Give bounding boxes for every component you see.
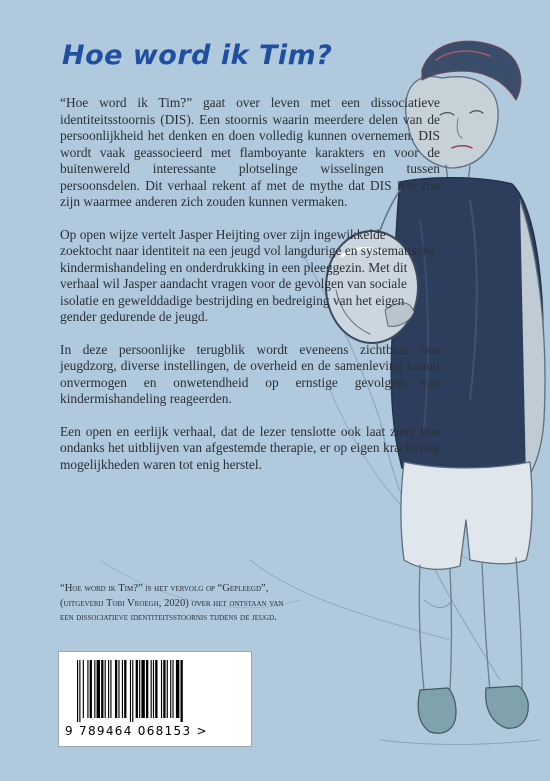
barcode-bar xyxy=(132,660,133,722)
isbn-barcode xyxy=(58,651,252,747)
book-description xyxy=(60,95,440,489)
barcode-bar xyxy=(118,660,119,718)
barcode-bar xyxy=(155,660,157,718)
barcode-bar xyxy=(139,660,140,718)
sequel-note-line: (uitgeverij Tobi Vroegh, 2020) over het ontstaan van xyxy=(60,597,284,609)
barcode-bar xyxy=(94,660,95,718)
barcode-bars xyxy=(75,660,235,722)
barcode-bar xyxy=(83,660,84,718)
description-paragraph: In deze persoonlijke terugblik wordt eveneens zichtbaar hoe jeugdzorg, diverse instellingen, de overheid en de samenleving vanuit onvermogen en onwetendheid op ernstige gevolgen van kindermishandeling reageerden. xyxy=(60,341,440,406)
barcode-bar xyxy=(176,660,179,718)
description-paragraph: Een open en eerlijk verhaal, dat de lezer tenslotte ook laat zien, hoe ondanks het uitblijven van afgestemde therapie, er op eigen kracht nog mogelijkheden waren tot enig herstel. xyxy=(60,423,440,472)
barcode-bar xyxy=(115,660,117,718)
barcode-bar xyxy=(101,660,103,718)
barcode-bar xyxy=(153,660,154,718)
barcode-bar xyxy=(108,660,109,718)
description-paragraph: Op open wijze vertelt Jasper Heijting over zijn ingewikkelde zoektocht naar identiteit na een jeugd vol langdurige en systematische kindermishandeling en onderdrukking in een pleeggezin. Met dit verhaal wil Jasper aandacht vragen voor de gevolgen van sociale isolatie en gewelddadige bestrijding en bedreiging van het eigen gender gedurende de jeugd. xyxy=(60,226,436,324)
description-paragraph: “Hoe word ik Tim?” gaat over leven met een dissociatieve identiteitsstoornis (DIS). Een stoornis waarin meerdere delen van de persoonlijkheid het denken en doen volledig kunnen overnemen. DIS wordt vaak geassocieerd met flamboyante karakters en voor de buitenwereld interessante plotselinge wisselingen tussen persoonsdelen. Dit verhaal rekent af met de mythe dat DIS iets zou zijn waarmee anderen zich zouden kunnen vermaken. xyxy=(60,95,440,209)
barcode-bar xyxy=(122,660,123,718)
barcode-bar xyxy=(110,660,111,718)
barcode-bar xyxy=(163,660,165,718)
sequel-note-line: een dissociatieve identiteitsstoornis tijdens de jeugd. xyxy=(60,612,277,623)
barcode-bar xyxy=(77,660,78,722)
barcode-bar xyxy=(105,660,106,718)
barcode-bar xyxy=(167,660,168,718)
barcode-bar xyxy=(181,660,183,722)
barcode-bar xyxy=(136,660,138,718)
barcode-bar xyxy=(87,660,88,718)
barcode-bar xyxy=(79,660,80,722)
isbn-digits: 9 789464 068153 > xyxy=(65,724,208,738)
sequel-note-line: “Hoe word ik Tim?” is het vervolg op “Gepleegd”, xyxy=(60,583,269,594)
sequel-note xyxy=(60,582,530,626)
barcode-bar xyxy=(146,660,148,718)
barcode-bar xyxy=(172,660,173,718)
barcode-bar xyxy=(141,660,144,718)
barcode-bar xyxy=(130,660,131,722)
barcode-bar xyxy=(90,660,92,718)
barcode-bar xyxy=(151,660,152,718)
barcode-bar xyxy=(124,660,126,718)
barcode-bar xyxy=(170,660,171,718)
barcode-bar xyxy=(161,660,162,718)
book-title: Hoe word ik Tim? xyxy=(62,40,333,71)
barcode-bar xyxy=(97,660,100,718)
